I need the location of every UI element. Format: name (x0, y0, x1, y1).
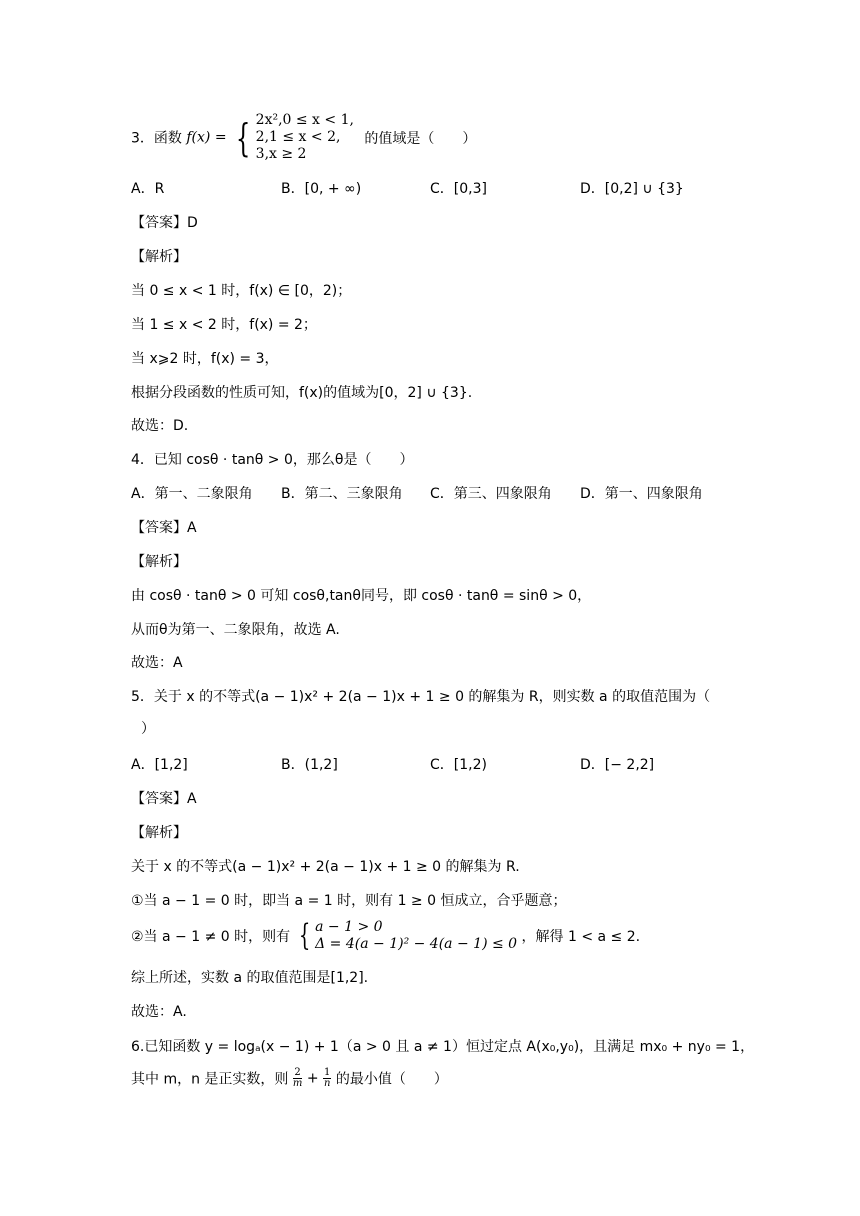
q3-analysis-title: 【解析】 (131, 249, 187, 265)
q5-cases (315, 919, 517, 953)
q6-fraction-2 (323, 1068, 331, 1089)
q6-frac2-num: 1 (324, 1067, 331, 1078)
q5-analysis-line: 综上所述，实数 a 的取值范围是[1,2]. (131, 970, 369, 986)
q4-stem: 4．已知 cosθ · tanθ > 0，那么θ是（ ） (131, 452, 414, 468)
q4-option-d: D．第一、四象限角 (580, 486, 703, 502)
q5-analysis-line: 故选：A. (131, 1004, 187, 1020)
q5-stem-cont: ） (141, 721, 155, 737)
q5-option-c: C．[1,2) (430, 757, 487, 773)
q3-analysis-line: 故选：D. (131, 418, 189, 434)
q3-answer: 【答案】D (131, 215, 198, 231)
q3-case3: 3,x ≥ 2 (255, 146, 307, 162)
q4-option-b: B．第二、三象限角 (281, 486, 403, 502)
q5-case2: Δ = 4(a − 1)² − 4(a − 1) ≤ 0 (315, 936, 518, 952)
q3-case2: 2,1 ≤ x < 2, (255, 129, 341, 145)
q5-cases-prefix: ②当 a − 1 ≠ 0 时，则有 (131, 929, 291, 945)
q3-suffix: 的值域是（ ） (364, 130, 477, 147)
q6-frac2-den: n (323, 1078, 331, 1089)
q5-option-d: D．[− 2,2] (580, 757, 655, 773)
q3-stem (131, 112, 476, 163)
q5-option-b: B．(1,2] (281, 757, 338, 773)
q4-option-c: C．第三、四象限角 (430, 486, 552, 502)
q3-fx: f(x) = (186, 129, 227, 146)
q5-analysis-line: ①当 a − 1 = 0 时，即当 a = 1 时，则有 1 ≥ 0 恒成立，合乎题意； (131, 893, 567, 909)
q4-analysis-line: 故选：A (131, 655, 183, 671)
q6-plus: + (306, 1070, 319, 1087)
q4-analysis-line: 由 cosθ · tanθ > 0 可知 cosθ,tanθ同号，即 cosθ · tanθ = sinθ > 0， (131, 588, 592, 604)
q6-frac1-den: m (292, 1078, 303, 1089)
q3-option-a: A．R (131, 181, 165, 197)
q3-analysis-line: 当 x⩾2 时，f(x) = 3， (131, 351, 279, 367)
q6-frac1-num: 2 (294, 1067, 301, 1078)
q5-cases-suffix: ，解得 1 < a ≤ 2. (521, 929, 641, 945)
q5-analysis-line: 关于 x 的不等式(a − 1)x² + 2(a − 1)x + 1 ≥ 0 的解集为 R. (131, 859, 520, 875)
q3-brace: { (235, 115, 251, 160)
q3-option-c: C．[0,3] (430, 181, 487, 197)
q3-prefix: 3．函数 (131, 130, 182, 147)
q6-stem-prefix: 其中 m，n 是正实数，则 (131, 1071, 289, 1088)
q4-answer: 【答案】A (131, 520, 197, 536)
q5-brace: { (298, 918, 310, 953)
q3-option-b: B．[0, + ∞) (281, 181, 362, 197)
q5-answer: 【答案】A (131, 791, 197, 807)
q6-stem: 6.已知函数 y = logₐ(x − 1) + 1（a > 0 且 a ≠ 1）恒过定点 A(x₀,y₀)，且满足 mx₀ + ny₀ = 1， (131, 1039, 755, 1055)
q5-case1: a − 1 > 0 (315, 919, 383, 935)
q4-option-a: A．第一、二象限角 (131, 486, 253, 502)
q6-stem-cont (131, 1068, 448, 1089)
q3-analysis-line: 当 1 ≤ x < 2 时，f(x) = 2； (131, 317, 317, 333)
q5-analysis-title: 【解析】 (131, 825, 187, 841)
q4-analysis-title: 【解析】 (131, 554, 187, 570)
q5-stem: 5．关于 x 的不等式(a − 1)x² + 2(a − 1)x + 1 ≥ 0 的解集为 R，则实数 a 的取值范围为（ (131, 689, 711, 705)
q3-analysis-line: 当 0 ≤ x < 1 时，f(x) ∈ [0，2)； (131, 283, 352, 299)
q5-analysis-cases-line (131, 919, 640, 953)
q4-analysis-line: 从而θ为第一、二象限角，故选 A. (131, 622, 340, 638)
q3-case1: 2x²,0 ≤ x < 1, (255, 112, 354, 128)
q3-cases (256, 112, 354, 163)
q5-option-a: A．[1,2] (131, 757, 188, 773)
q3-analysis-line: 根据分段函数的性质可知，f(x)的值域为[0，2] ∪ {3}. (131, 385, 473, 401)
q6-fraction-1 (293, 1068, 302, 1089)
q6-stem-suffix: 的最小值（ ） (335, 1071, 448, 1088)
q3-option-d: D．[0,2] ∪ {3} (580, 181, 684, 197)
